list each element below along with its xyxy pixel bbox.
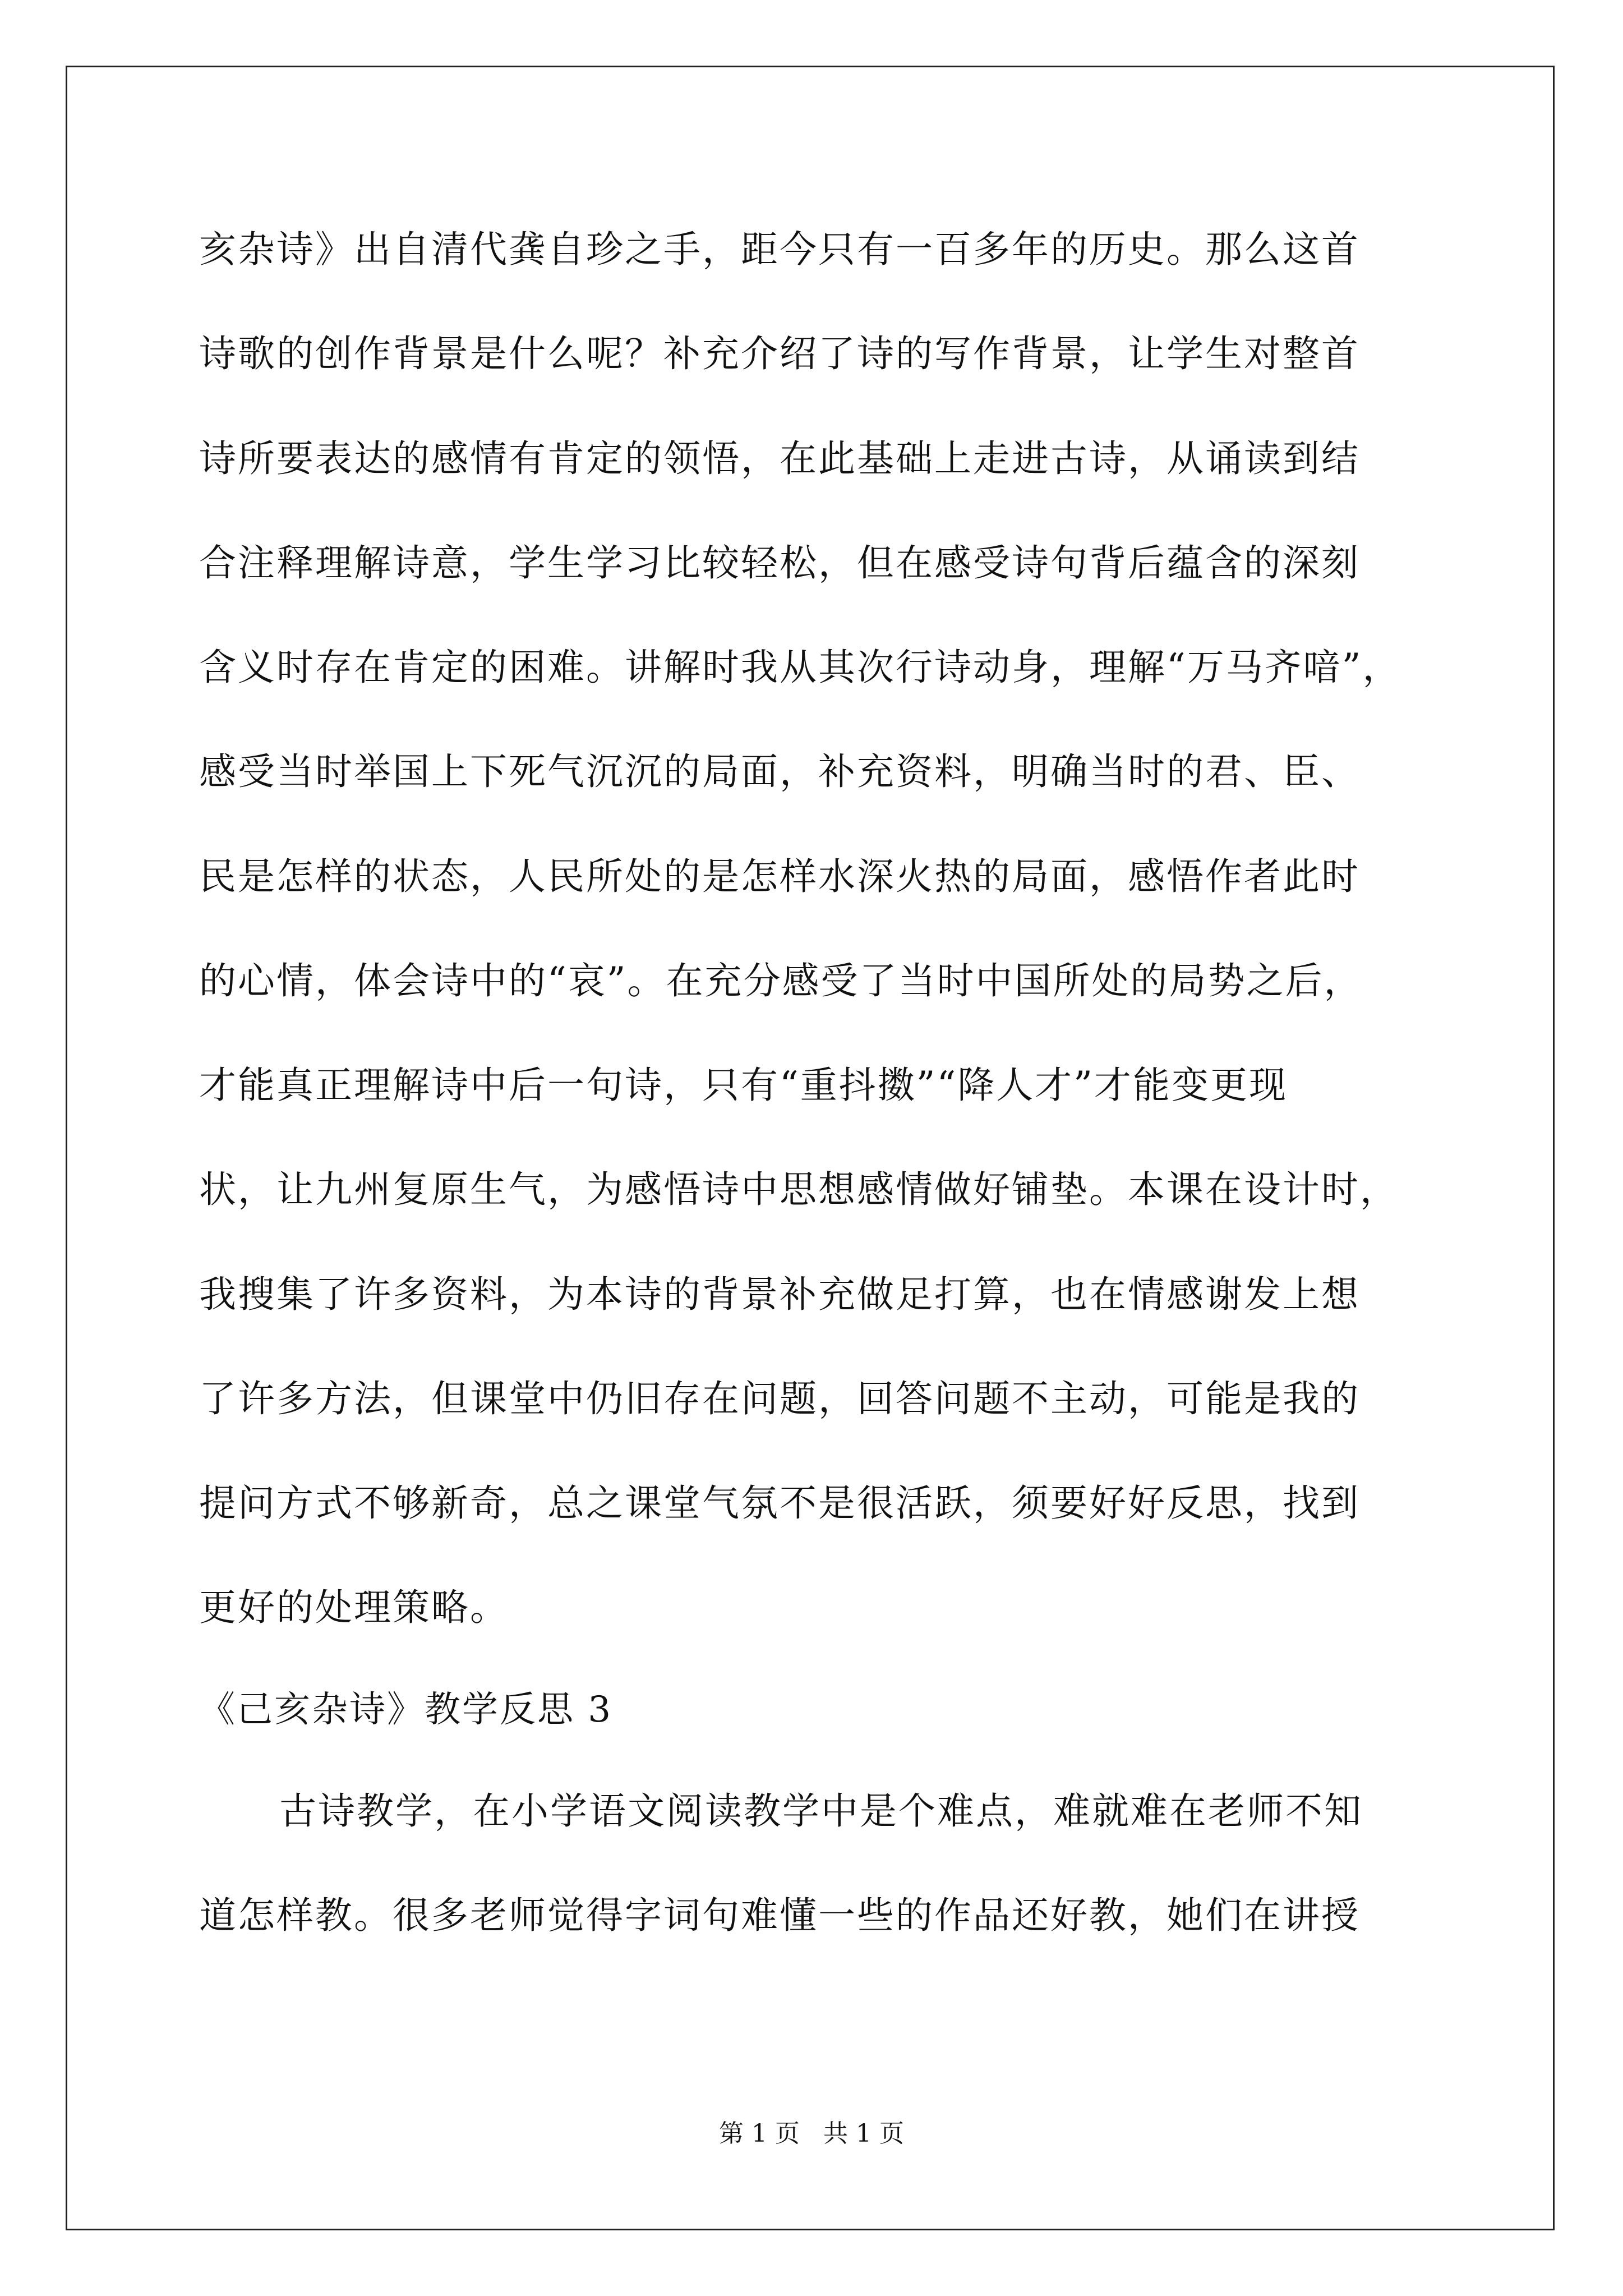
- text-line: 感受当时举国上下死气沉沉的局面，补充资料，明确当时的君、臣、: [199, 750, 1360, 793]
- text-line: 道怎样教。很多老师觉得字词句难懂一些的作品还好教，她们在讲授: [199, 1894, 1360, 1937]
- text-line: 更好的处理策略。: [199, 1586, 509, 1629]
- text-line: 了许多方法，但课堂中仍旧存在问题，回答问题不主动，可能是我的: [199, 1377, 1360, 1420]
- text-line: 才能真正理解诗中后一句诗，只有“重抖擞”“降人才”才能变更现: [199, 1064, 1288, 1107]
- page-footer: 第 1 页 共 1 页: [719, 2119, 904, 2148]
- section-title: 《己亥杂诗》教学反思 3: [199, 1689, 613, 1731]
- text-line: 的心情，体会诗中的“哀”。在充分感受了当时中国所处的局势之后，: [199, 959, 1363, 1002]
- text-line: 我搜集了许多资料，为本诗的背景补充做足打算，也在情感谢发上想: [199, 1273, 1360, 1316]
- text-line: 提问方式不够新奇，总之课堂气氛不是很活跃，须要好好反思，找到: [199, 1481, 1360, 1525]
- text-line: 诗歌的创作背景是什么呢？补充介绍了诗的写作背景，让学生对整首: [199, 332, 1360, 375]
- text-line: 合注释理解诗意，学生学习比较轻松，但在感受诗句背后蕴含的深刻: [199, 541, 1360, 585]
- text-line: 含义时存在肯定的困难。讲解时我从其次行诗动身，理解“万马齐喑”，: [199, 646, 1401, 689]
- text-line: 亥杂诗》出自清代龚自珍之手，距今只有一百多年的历史。那么这首: [199, 228, 1360, 271]
- text-line: 状，让九州复原生气，为感悟诗中思想感情做好铺垫。本课在设计时，: [199, 1168, 1399, 1211]
- text-line: 诗所要表达的感情有肯定的领悟，在此基础上走进古诗，从诵读到结: [199, 437, 1360, 480]
- text-line: 古诗教学，在小学语文阅读教学中是个难点，难就难在老师不知: [279, 1789, 1363, 1833]
- text-line: 民是怎样的状态，人民所处的是怎样水深火热的局面，感悟作者此时: [199, 855, 1360, 898]
